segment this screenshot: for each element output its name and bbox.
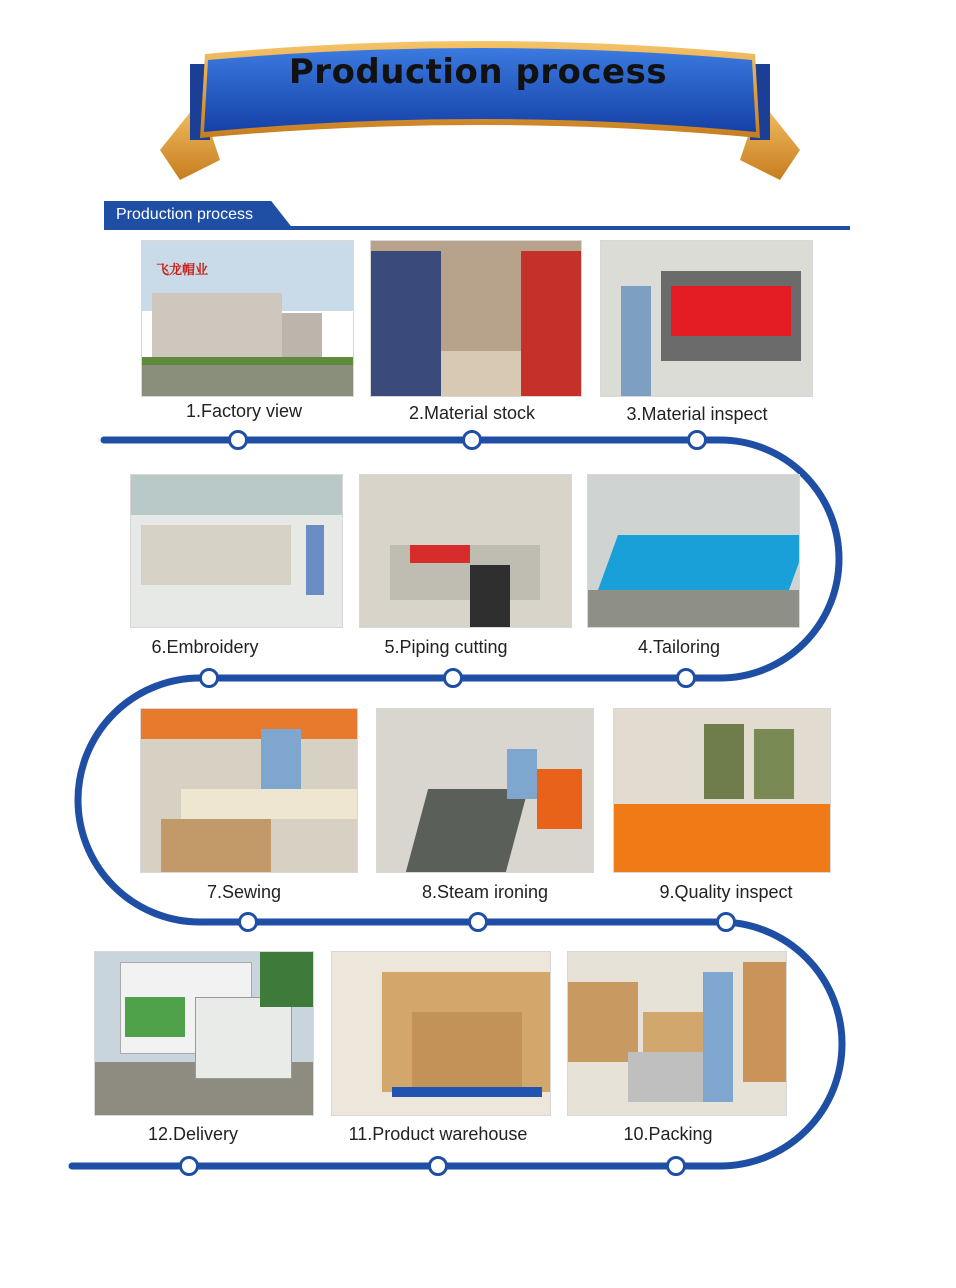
step-3-node — [687, 430, 707, 450]
step-4-label: 4.Tailoring — [637, 637, 721, 657]
step-11-label: 11.Product warehouse — [348, 1124, 528, 1144]
banner-title: Production process — [288, 52, 668, 92]
step-6-node — [199, 668, 219, 688]
delivery-truck-photo — [94, 951, 314, 1116]
embroidery-machines-photo — [130, 474, 343, 628]
step-1-label: 1.Factory view — [185, 401, 303, 421]
step-9-label: 9.Quality inspect — [659, 882, 793, 902]
step-1-node — [228, 430, 248, 450]
step-5-node — [443, 668, 463, 688]
step-10-label: 10.Packing — [623, 1124, 713, 1144]
factory-sign-text: 飞龙帽业 — [156, 263, 209, 278]
step-5-label: 5.Piping cutting — [384, 637, 508, 657]
ironing-line-photo — [376, 708, 594, 873]
step-7-node — [238, 912, 258, 932]
carton-strapping-photo — [567, 951, 787, 1116]
carton-stack-photo — [331, 951, 551, 1116]
step-6-label: 6.Embroidery — [151, 637, 259, 657]
sewing-machine-photo — [140, 708, 358, 873]
step-10-node — [666, 1156, 686, 1176]
step-11-node — [428, 1156, 448, 1176]
step-12-node — [179, 1156, 199, 1176]
step-12-label: 12.Delivery — [147, 1124, 239, 1144]
step-3-label: 3.Material inspect — [626, 404, 768, 424]
piping-cutter-photo — [359, 474, 572, 628]
step-7-label: 7.Sewing — [206, 882, 282, 902]
warehouse-shelves-photo — [370, 240, 582, 397]
quality-check-photo — [613, 708, 831, 873]
cutting-table-photo — [587, 474, 800, 628]
step-8-label: 8.Steam ironing — [421, 882, 549, 902]
factory-building-photo — [141, 240, 354, 397]
fabric-inspection-machine-photo — [600, 240, 813, 397]
section-label: Production process — [116, 206, 253, 223]
step-4-node — [676, 668, 696, 688]
step-2-node — [462, 430, 482, 450]
step-2-label: 2.Material stock — [408, 403, 536, 423]
step-8-node — [468, 912, 488, 932]
step-9-node — [716, 912, 736, 932]
